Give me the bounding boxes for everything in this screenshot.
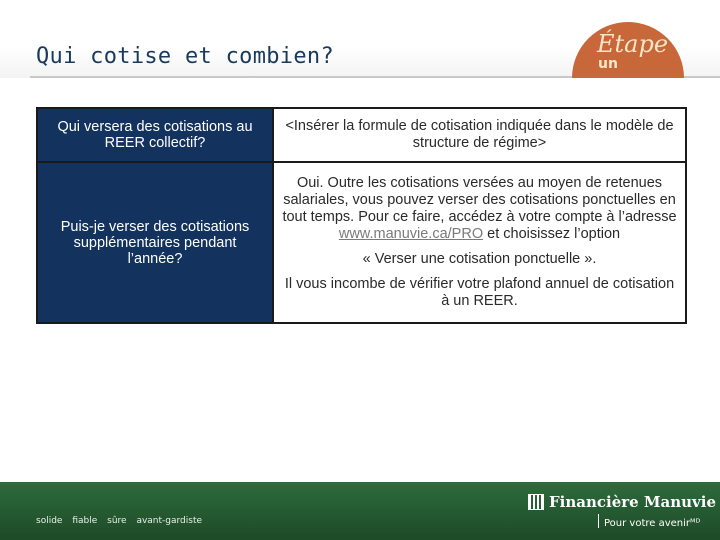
faq-answer: <Insérer la formule de cotisation indiquée dans le modèle de structure de régime> [273,108,686,162]
faq-question: Puis-je verser des cotisations supplémentaires pendant l’année? [37,162,273,323]
footer-tagline [36,516,209,526]
tagline-word: solide [36,516,63,526]
manuvie-logo-icon [528,494,544,510]
tagline-word: fiable [72,516,98,526]
tagline-word: avant-gardiste [136,516,203,526]
faq-row [37,162,686,323]
faq-answer-paragraph [280,175,679,243]
footer-bar [0,482,720,540]
brand-name: Financière Manuvie [549,493,717,511]
faq-answer [273,162,686,323]
brand-divider [598,514,599,528]
brand-slogan: Pour votre avenirᴹᴰ [604,518,701,529]
manuvie-pro-link[interactable]: www.manuvie.ca/PRO [338,226,484,242]
faq-answer-text: Oui. Outre les cotisations versées au moyen de retenues salariales, vous pouvez verser des cotisations ponctuelles en tout temps. Pour ce faire, accédez à votre compte à l’adresse [282,175,677,225]
faq-table [36,107,687,324]
faq-answer-text: et choisissez l’option [483,226,621,242]
faq-answer-option: « Verser une cotisation ponctuelle ». [362,251,597,267]
faq-answer-note: Il vous incombe de vérifier votre plafond annuel de cotisation à un REER. [284,276,675,309]
slide-title: Qui cotise et combien? [36,44,334,69]
faq-row [37,108,686,162]
etape-badge-label: Étape [597,30,669,58]
faq-question: Qui versera des cotisations au REER collectif? [37,108,273,162]
etape-badge-sublabel: un [598,56,618,72]
tagline-word: sûre [107,516,127,526]
